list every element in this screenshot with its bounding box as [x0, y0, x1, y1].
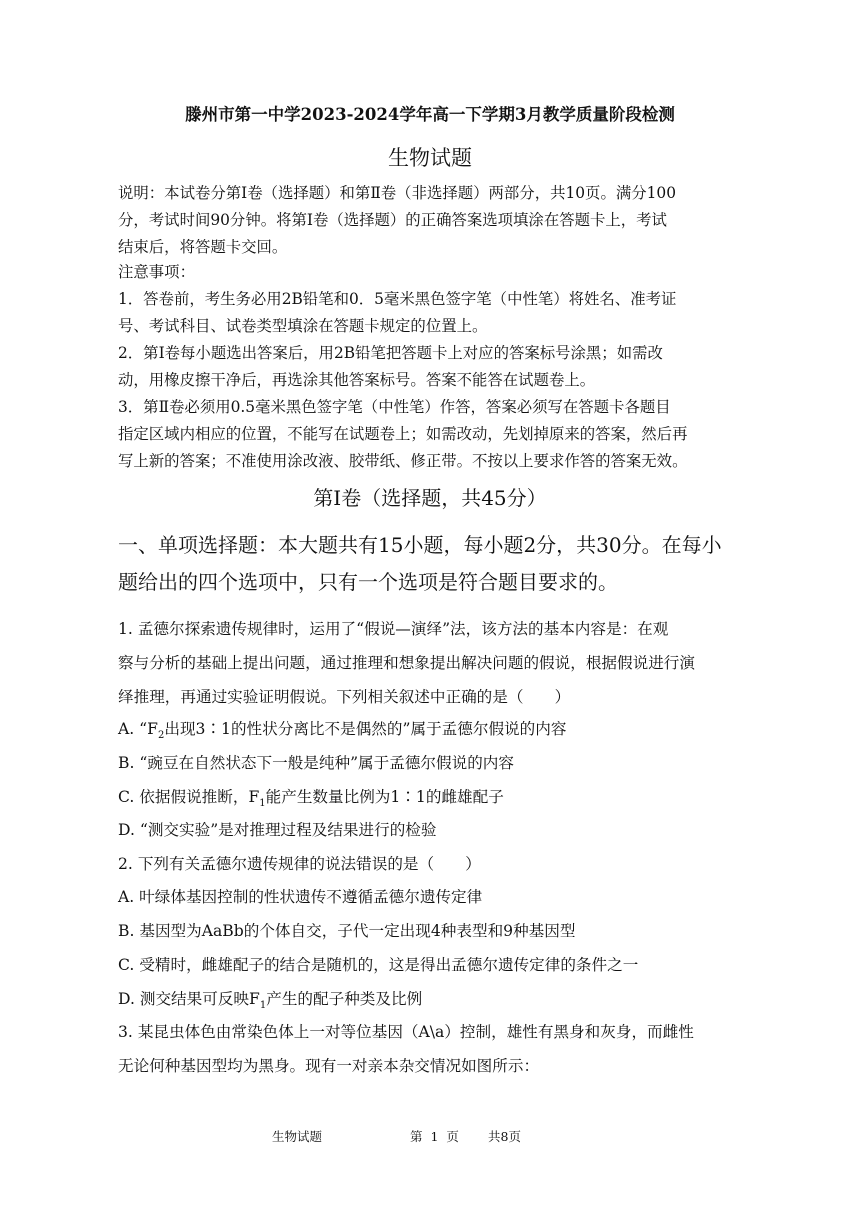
q2-option-c: C. 受精时，雌雄配子的结合是随机的，这是得出孟德尔遗传定律的条件之一: [118, 956, 639, 974]
footer-page-number: 第 1 页: [410, 1129, 459, 1144]
note-line-1: 1．答卷前，考生务必用2B铅笔和0．5毫米黑色签字笔（中性笔）将姓名、准考证: [118, 290, 677, 308]
note-line-2: 号、考试科目、试卷类型填涂在答题卡规定的位置上。: [118, 317, 488, 335]
q2-stem: 2. 下列有关孟德尔遗传规律的说法错误的是（ ）: [118, 855, 481, 873]
q2-option-d: D. 测交结果可反映$F_1$产生的配子种类及比例: [118, 990, 423, 1012]
q1-option-d: D. “测交实验”是对推理过程及结果进行的检验: [118, 821, 437, 839]
q3-stem-line-1: 3. 某昆虫体色由常染色体上一对等位基因（A\a）控制，雄性有黑身和灰身，而雌性: [118, 1023, 694, 1041]
part-heading-line-1: 一、单项选择题：本大题共有15小题，每小题2分，共30分。在每小: [118, 533, 722, 557]
note-line-7: 写上新的答案；不准使用涂改液、胶带纸、修正带。不按以上要求作答的答案无效。: [118, 452, 688, 470]
note-line-6: 指定区域内相应的位置，不能写在试题卷上；如需改动，先划掉原来的答案，然后再: [118, 425, 688, 443]
subject-title: 生物试题: [388, 146, 472, 170]
footer-total-pages: 共8页: [488, 1129, 521, 1144]
intro-line-2: 分，考试时间90分钟。将第Ⅰ卷（选择题）的正确答案选项填涂在答题卡上，考试: [118, 211, 667, 229]
note-line-5: 3．第Ⅱ卷必须用0.5毫米黑色签字笔（中性笔）作答，答案必须写在答题卡各题目: [118, 398, 671, 416]
intro-line-3: 结束后，将答题卡交回。: [118, 238, 288, 256]
q1-option-b: B. “豌豆在自然状态下一般是纯种”属于孟德尔假说的内容: [118, 754, 514, 772]
q1-option-c: C. 依据假说推断，$F_1$能产生数量比例为1∶1的雌雄配子: [118, 788, 504, 810]
part-heading-line-2: 题给出的四个选项中，只有一个选项是符合题目要求的。: [118, 570, 618, 594]
note-line-3: 2．第Ⅰ卷每小题选出答案后，用2B铅笔把答题卡上对应的答案标号涂黑；如需改: [118, 344, 663, 362]
note-line-4: 动，用橡皮擦干净后，再选涂其他答案标号。答案不能答在试题卷上。: [118, 371, 596, 389]
q1-stem-line-2: 察与分析的基础上提出问题，通过推理和想象提出解决问题的假说，根据假说进行演: [118, 654, 695, 672]
intro-line-1: 说明：本试卷分第Ⅰ卷（选择题）和第Ⅱ卷（非选择题）两部分，共10页。满分100: [118, 184, 677, 202]
exam-title: 滕州市第一中学2023-2024学年高一下学期3月教学质量阶段检测: [185, 105, 675, 124]
footer-subject: 生物试题: [272, 1129, 323, 1144]
notes-label: 注意事项：: [118, 263, 195, 281]
q1-stem-line-1: 1. 孟德尔探索遗传规律时，运用了“假说—演绎”法，该方法的基本内容是：在观: [118, 620, 669, 638]
q2-option-a: A. 叶绿体基因控制的性状遗传不遵循孟德尔遗传定律: [118, 888, 483, 906]
q3-stem-line-2: 无论何种基因型均为黑身。现有一对亲本杂交情况如图所示：: [118, 1057, 540, 1075]
q1-option-a: A. “$F_2$出现3∶1的性状分离比不是偶然的”属于孟德尔假说的内容: [118, 720, 567, 742]
section-title: 第Ⅰ卷（选择题，共45分）: [313, 486, 547, 510]
q2-option-b: B. 基因型为AaBb的个体自交，子代一定出现4种表型和9种基因型: [118, 922, 576, 940]
q1-stem-line-3: 绎推理，再通过实验证明假说。下列相关叙述中正确的是（ ）: [118, 688, 571, 706]
